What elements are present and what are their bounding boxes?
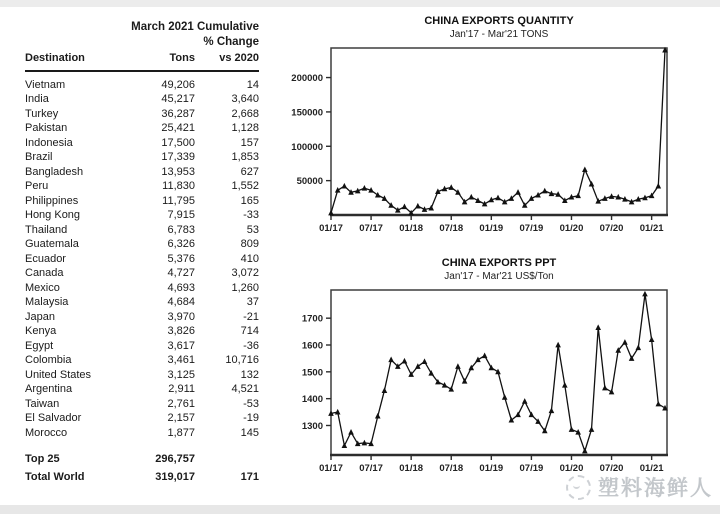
pct-change-cell: 1,260 — [231, 281, 259, 294]
y-tick-label: 150000 — [291, 107, 323, 119]
data-point-marker — [455, 363, 461, 369]
destination-cell: El Salvador — [25, 412, 82, 424]
data-point-marker — [428, 205, 434, 211]
tons-cell: 4,727 — [167, 267, 195, 279]
x-tick-label: 07/17 — [359, 223, 383, 234]
x-tick-label: 07/18 — [439, 463, 464, 474]
x-tick-label: 01/17 — [319, 223, 343, 234]
table-row — [25, 107, 259, 122]
table-row — [25, 165, 259, 180]
destination-cell: Malaysia — [25, 296, 69, 308]
table-row — [25, 237, 259, 252]
tons-cell: 17,339 — [161, 151, 195, 163]
destination-cell: Colombia — [25, 354, 72, 366]
pct-change-cell: 1,552 — [231, 180, 259, 192]
destination-cell: Brazil — [25, 151, 53, 163]
tons-cell: 25,421 — [161, 122, 195, 134]
data-point-marker — [382, 387, 388, 393]
tons-cell: 6,326 — [167, 238, 195, 250]
x-tick-label: 07/19 — [519, 223, 544, 234]
table-row — [25, 310, 259, 325]
table-row — [25, 150, 259, 165]
destination-cell: Hong Kong — [25, 209, 81, 221]
destination-cell: Kenya — [25, 325, 57, 337]
table-row — [25, 179, 259, 194]
watermark-logo-icon — [566, 475, 591, 500]
y-tick-label: 50000 — [296, 176, 323, 188]
table-row — [25, 368, 259, 383]
chart-title: CHINA EXPORTS QUANTITY — [424, 15, 574, 27]
data-point-marker — [448, 184, 454, 190]
pct-change-cell: -36 — [243, 339, 259, 352]
tons-cell: 3,125 — [167, 368, 195, 381]
bottom-border-strip — [0, 505, 720, 514]
data-point-marker — [656, 401, 662, 407]
pct-change-cell: 165 — [240, 194, 259, 207]
table-row — [25, 78, 259, 93]
table-summary — [25, 451, 259, 486]
data-line — [331, 50, 665, 213]
plot-frame — [331, 48, 667, 215]
chart-subtitle: Jan'17 - Mar'21 US$/Ton — [444, 271, 554, 282]
data-point-marker — [402, 358, 408, 364]
tons-cell: 4,693 — [167, 281, 195, 294]
data-point-marker — [495, 195, 501, 201]
pct-change-cell: -19 — [243, 412, 259, 424]
data-point-marker — [602, 385, 608, 391]
x-tick-label: 01/20 — [559, 463, 584, 474]
tons-cell: 319,017 — [155, 470, 195, 483]
table-header-row — [25, 51, 259, 66]
destination-cell: Vietnam — [25, 78, 66, 91]
table-row — [25, 266, 259, 281]
tons-cell: 11,830 — [162, 180, 195, 192]
table-row — [25, 324, 259, 339]
destination-cell: Thailand — [25, 223, 68, 236]
data-point-marker — [562, 382, 568, 388]
destination-cell: Pakistan — [25, 122, 68, 134]
data-point-marker — [622, 339, 628, 345]
tons-cell: 45,217 — [161, 93, 195, 105]
tons-cell: 3,970 — [167, 310, 195, 323]
table-row — [25, 295, 259, 310]
data-point-marker — [342, 183, 348, 189]
tons-cell: 17,500 — [161, 136, 195, 149]
table-row — [25, 397, 259, 412]
table-row — [25, 451, 259, 469]
watermark — [566, 472, 713, 502]
table-row — [25, 92, 259, 107]
header-divider — [25, 70, 259, 72]
data-point-marker — [589, 426, 595, 432]
x-tick-label: 07/17 — [359, 463, 383, 474]
pct-change-cell: 1,853 — [231, 151, 259, 163]
destination-cell: Taiwan — [25, 397, 60, 410]
destination-cell: Peru — [25, 180, 49, 192]
column-header-destination: Destination — [25, 52, 85, 64]
pct-change-cell: 10,716 — [225, 354, 259, 366]
x-tick-label: 07/19 — [519, 463, 544, 474]
y-tick-label: 1400 — [301, 394, 323, 406]
pct-change-cell: 3,640 — [231, 93, 259, 105]
table-row — [25, 281, 259, 296]
data-point-marker — [342, 442, 348, 448]
data-point-marker — [402, 204, 408, 210]
y-tick-label: 1500 — [301, 367, 323, 379]
pct-change-cell: 3,072 — [231, 267, 259, 279]
data-point-marker — [569, 426, 575, 432]
pct-change-cell: 809 — [240, 238, 259, 250]
data-point-marker — [609, 389, 615, 395]
china-exports-quantity-chart — [288, 8, 712, 246]
tons-cell: 1,877 — [167, 426, 195, 439]
pct-change-cell: 1,128 — [231, 122, 259, 134]
x-tick-label: 07/18 — [439, 223, 464, 234]
tons-cell: 4,684 — [167, 296, 195, 308]
pct-change-cell: 53 — [246, 223, 259, 236]
china-exports-ppt-chart — [288, 248, 712, 490]
exports-destination-table — [25, 12, 259, 486]
data-point-marker — [388, 357, 394, 363]
destination-cell: Japan — [25, 310, 55, 323]
pct-change-cell: 132 — [240, 368, 259, 381]
table-row — [25, 136, 259, 151]
data-point-marker — [642, 291, 648, 297]
y-tick-label: 1300 — [301, 420, 323, 432]
table-row — [25, 194, 259, 209]
watermark-text: 塑料海鲜人 — [598, 477, 713, 500]
y-tick-label: 1700 — [301, 313, 323, 325]
data-point-marker — [535, 192, 541, 198]
table-subtitle: % Change — [203, 35, 259, 48]
column-header-vs2020: vs 2020 — [219, 52, 259, 64]
data-point-marker — [515, 412, 521, 418]
destination-cell: Philippines — [25, 194, 79, 207]
data-point-marker — [656, 183, 662, 189]
destination-cell: Argentina — [25, 383, 73, 395]
chart-subtitle: Jan'17 - Mar'21 TONS — [449, 29, 549, 40]
destination-cell: Top 25 — [25, 453, 60, 465]
table-row — [25, 411, 259, 426]
data-point-marker — [582, 448, 588, 454]
destination-cell: Indonesia — [25, 136, 73, 149]
tons-cell: 296,757 — [155, 453, 195, 465]
pct-change-cell: 410 — [240, 252, 259, 265]
table-row — [25, 208, 259, 223]
table-title: March 2021 Cumulative — [131, 21, 259, 33]
data-point-marker — [375, 413, 381, 419]
data-point-marker — [582, 166, 588, 172]
pct-change-cell: -21 — [243, 310, 259, 323]
pct-change-cell: 714 — [240, 325, 259, 337]
data-point-marker — [468, 194, 474, 200]
table-row — [25, 223, 259, 238]
tons-cell: 6,783 — [167, 223, 195, 236]
data-point-marker — [362, 185, 368, 191]
data-point-marker — [422, 358, 428, 364]
destination-cell: Total World — [25, 470, 85, 483]
data-point-marker — [348, 429, 354, 435]
data-point-marker — [542, 188, 548, 194]
x-tick-label: 07/20 — [599, 223, 624, 234]
tons-cell: 5,376 — [167, 252, 195, 265]
pct-change-cell: 2,668 — [231, 107, 259, 120]
tons-cell: 3,826 — [167, 325, 195, 337]
pct-change-cell: 37 — [246, 296, 259, 308]
destination-cell: Morocco — [25, 426, 68, 439]
x-tick-label: 01/21 — [639, 223, 664, 234]
tons-cell: 49,206 — [161, 78, 195, 91]
y-tick-label: 200000 — [291, 73, 323, 85]
data-point-marker — [575, 193, 581, 199]
pct-change-cell: 627 — [240, 165, 259, 178]
tons-cell: 36,287 — [161, 107, 195, 120]
table-row — [25, 353, 259, 368]
data-point-marker — [649, 336, 655, 342]
destination-cell: Bangladesh — [25, 165, 84, 178]
data-point-marker — [589, 181, 595, 187]
pct-change-cell: 145 — [240, 426, 259, 439]
destination-cell: Guatemala — [25, 238, 79, 250]
pct-change-cell — [195, 451, 259, 469]
table-row — [25, 252, 259, 267]
tons-cell: 2,761 — [167, 397, 195, 410]
top-border-strip — [0, 0, 720, 7]
table-row — [25, 469, 259, 487]
table-row — [25, 382, 259, 397]
tons-cell: 13,953 — [161, 165, 195, 178]
data-point-marker — [462, 378, 468, 384]
data-point-marker — [522, 398, 528, 404]
data-point-marker — [549, 408, 555, 414]
pct-change-cell: -33 — [243, 209, 259, 221]
data-point-marker — [335, 187, 341, 193]
data-point-marker — [529, 412, 535, 418]
data-point-marker — [595, 324, 601, 330]
y-tick-label: 1600 — [301, 340, 323, 352]
data-point-marker — [502, 394, 508, 400]
pct-change-cell: -53 — [243, 397, 259, 410]
destination-cell: Turkey — [25, 107, 59, 120]
tons-cell: 11,795 — [162, 194, 195, 207]
chart-title: CHINA EXPORTS PPT — [441, 257, 557, 269]
x-tick-label: 01/18 — [399, 463, 424, 474]
x-tick-label: 01/19 — [479, 463, 504, 474]
tons-cell: 2,911 — [168, 383, 195, 395]
x-tick-label: 01/20 — [559, 223, 584, 234]
data-point-marker — [455, 189, 461, 195]
pct-change-cell: 4,521 — [231, 383, 259, 395]
destination-cell: Ecuador — [25, 252, 66, 265]
data-point-marker — [335, 409, 341, 415]
tons-cell: 3,617 — [167, 339, 195, 352]
tons-cell: 3,461 — [167, 354, 195, 366]
destination-cell: Canada — [25, 267, 64, 279]
x-tick-label: 01/21 — [639, 463, 664, 474]
column-header-tons: Tons — [169, 52, 195, 64]
data-point-marker — [482, 353, 488, 359]
destination-cell: United States — [25, 368, 92, 381]
data-point-marker — [415, 203, 421, 209]
x-tick-label: 07/20 — [599, 463, 624, 474]
pct-change-cell: 171 — [240, 470, 259, 483]
table-row — [25, 339, 259, 354]
table-body — [25, 78, 259, 441]
pct-change-cell: 14 — [246, 78, 259, 91]
data-point-marker — [555, 342, 561, 348]
y-tick-label: 100000 — [291, 141, 323, 153]
tons-cell: 7,915 — [167, 209, 195, 221]
table-row — [25, 121, 259, 136]
data-point-marker — [515, 189, 521, 195]
data-point-marker — [495, 369, 501, 375]
destination-cell: Mexico — [25, 281, 60, 294]
pct-change-cell: 157 — [240, 136, 259, 149]
x-tick-label: 01/18 — [399, 223, 424, 234]
data-point-marker — [375, 192, 381, 198]
x-tick-label: 01/19 — [479, 223, 504, 234]
data-point-marker — [635, 344, 641, 350]
data-point-marker — [415, 363, 421, 369]
x-tick-label: 01/17 — [319, 463, 343, 474]
destination-cell: India — [25, 93, 49, 105]
destination-cell: Egypt — [25, 339, 54, 352]
table-row — [25, 426, 259, 441]
tons-cell: 2,157 — [167, 412, 195, 424]
data-point-marker — [328, 210, 334, 216]
